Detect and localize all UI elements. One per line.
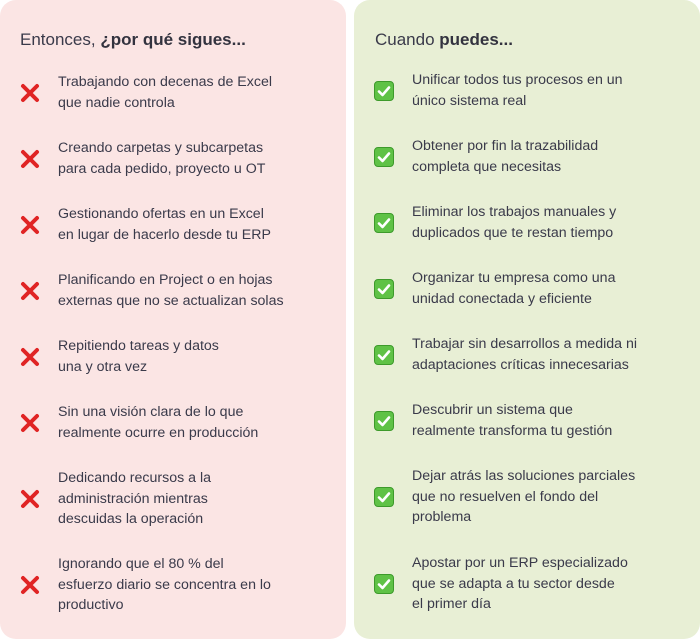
problems-panel xyxy=(0,0,346,639)
solutions-heading xyxy=(375,30,513,50)
solution-item-text: Apostar por un ERP especializado que se adapta a tu sector desde el primer día xyxy=(412,555,628,612)
check-mark-button-icon xyxy=(374,487,396,509)
cross-mark-icon xyxy=(20,413,42,435)
problem-item-text: Creando carpetas y subcarpetas para cada pedido, proyecto u OT xyxy=(58,140,266,177)
problem-item-text: Planificando en Project o en hojas externas que no se actualizan solas xyxy=(58,272,284,309)
problem-item-text: Sin una visión clara de lo que realmente ocurre en producción xyxy=(58,404,259,441)
cross-mark-icon xyxy=(20,83,42,105)
cross-mark-icon xyxy=(20,347,42,369)
problem-item-text: Dedicando recursos a la administración mientras descuidas la operación xyxy=(58,470,211,527)
solutions-panel xyxy=(354,0,700,639)
problem-item-text: Repitiendo tareas y datos una y otra vez xyxy=(58,338,219,375)
check-mark-button-icon xyxy=(374,147,396,169)
problems-heading-prefix: Entonces, xyxy=(20,30,101,49)
problem-item-text: Trabajando con decenas de Excel que nadie controla xyxy=(58,74,273,111)
check-mark-button-icon xyxy=(374,81,396,103)
cross-mark-icon xyxy=(20,489,42,511)
check-mark-button-icon xyxy=(374,574,396,596)
cross-mark-icon xyxy=(20,149,42,171)
check-mark-button-icon xyxy=(374,213,396,235)
check-mark-button-icon xyxy=(374,279,396,301)
cross-mark-icon xyxy=(20,281,42,303)
cross-mark-icon xyxy=(20,575,42,597)
problem-item-text: Gestionando ofertas en un Excel en lugar de hacerlo desde tu ERP xyxy=(58,206,271,243)
problems-heading-bold: ¿por qué sigues... xyxy=(100,30,246,49)
check-mark-button-icon xyxy=(374,411,396,433)
solutions-heading-prefix: Cuando xyxy=(375,30,440,49)
problem-item-text: Ignorando que el 80 % del esfuerzo diario se concentra en lo productivo xyxy=(58,556,271,613)
check-mark-button-icon xyxy=(374,345,396,367)
solutions-heading-bold: puedes... xyxy=(439,30,513,49)
solution-item-text: Trabajar sin desarrollos a medida ni adaptaciones críticas innecesarias xyxy=(412,336,638,373)
solution-item-text: Eliminar los trabajos manuales y duplicados que te restan tiempo xyxy=(412,204,617,241)
solution-item-text: Unificar todos tus procesos en un único sistema real xyxy=(412,72,623,109)
solution-item-text: Obtener por fin la trazabilidad completa que necesitas xyxy=(412,138,599,175)
problems-heading xyxy=(20,30,246,50)
solution-item-text: Organizar tu empresa como una unidad conectada y eficiente xyxy=(412,270,616,307)
solution-item-text: Descubrir un sistema que realmente transforma tu gestión xyxy=(412,402,613,439)
cross-mark-icon xyxy=(20,215,42,237)
solution-item-text: Dejar atrás las soluciones parciales que no resuelven el fondo del problema xyxy=(412,468,636,525)
